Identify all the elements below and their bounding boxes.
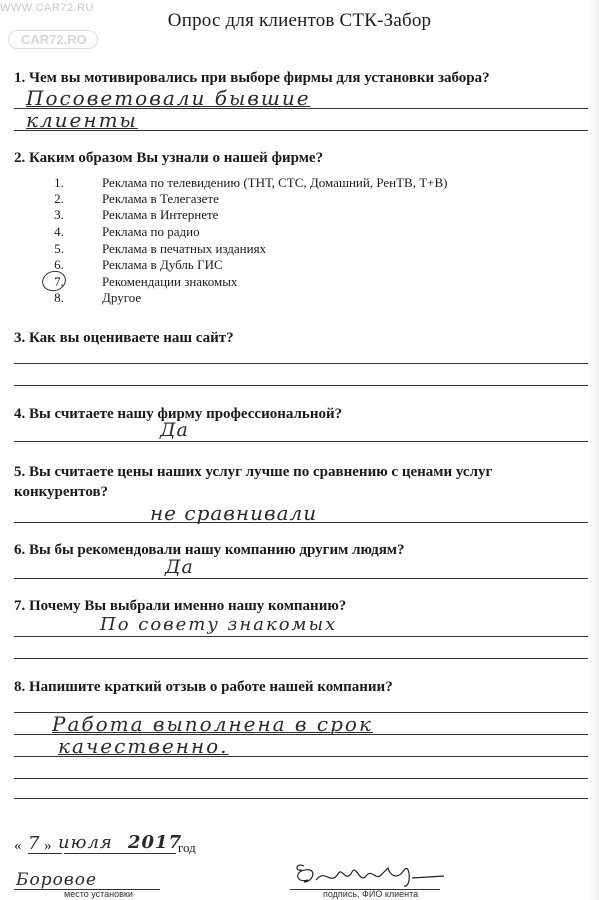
answer-4: Да <box>160 419 189 441</box>
watermark-url: WWW.CAR72.RU <box>0 2 94 14</box>
answer-line <box>14 756 588 757</box>
option-label: Другое <box>102 290 142 305</box>
date-month-line <box>64 853 176 854</box>
option-number: 6. <box>54 257 64 272</box>
answer-line <box>14 385 588 386</box>
date-month: июля <box>58 832 113 853</box>
answer-line <box>14 798 588 799</box>
page-title: Опрос для клиентов СТК-Забор <box>167 10 432 31</box>
answer-8-line2: качественно. <box>58 734 229 758</box>
question-2: 2. Каким образом Вы узнали о нашей фирме? <box>14 150 324 166</box>
question-8: 8. Напишите краткий отзыв о работе нашей компании? <box>14 679 393 695</box>
paper-edge <box>589 0 599 900</box>
place-value: Боровое <box>16 870 98 890</box>
option-label: Реклама по телевидению (ТНТ, СТС, Домашний, РенТВ, Т+В) <box>102 175 448 190</box>
option-number: 3. <box>54 207 64 222</box>
option-number: 2. <box>54 191 64 206</box>
option-number: 4. <box>54 224 64 239</box>
signature-caption: подпись, ФИО клиента <box>323 889 419 899</box>
question-5-line2: конкурентов? <box>14 484 109 500</box>
answer-line <box>14 578 588 579</box>
answer-1-line1: Посоветовали бывшие <box>26 86 311 110</box>
answer-8-line1: Работа выполнена в срок <box>52 712 373 736</box>
answer-5: не сравнивали <box>150 501 318 525</box>
watermark-logo: CAR72.RO <box>8 30 98 49</box>
date-year: 2017 <box>128 832 183 853</box>
date-year-suffix: год <box>178 840 196 855</box>
date-day-line <box>28 853 62 854</box>
answer-7: По совету знакомых <box>100 614 338 635</box>
answer-line <box>14 130 588 131</box>
answer-line <box>14 658 588 659</box>
option-label: Реклама в печатных изданиях <box>102 241 267 256</box>
option-number-selected: 7. <box>54 274 64 289</box>
question-5-line1: 5. Вы считаете цены наших услуг лучше по сравнению с ценами услуг <box>14 464 493 480</box>
answer-line <box>14 778 588 779</box>
question-6: 6. Вы бы рекомендовали нашу компанию другим людям? <box>14 542 405 558</box>
date-close-quote: » <box>44 838 52 854</box>
date-open-quote: « <box>14 838 22 854</box>
option-label: Реклама в Дубль ГИС <box>102 257 223 272</box>
answer-line <box>14 712 588 713</box>
answer-1-line2: клиенты <box>26 108 138 132</box>
answer-line <box>14 441 588 442</box>
answer-line <box>14 734 588 735</box>
option-number: 8. <box>54 290 64 305</box>
option-label: Реклама по радио <box>102 224 200 239</box>
question-7: 7. Почему Вы выбрали именно нашу компанию? <box>14 598 347 614</box>
option-label: Реклама в Телегазете <box>102 191 219 206</box>
option-label: Реклама в Интернете <box>102 207 219 222</box>
question-1: 1. Чем вы мотивировались при выборе фирмы для установки забора? <box>14 70 490 86</box>
place-caption: место установки <box>64 889 133 899</box>
date-day: 7 <box>28 833 41 854</box>
option-number: 1. <box>54 175 64 190</box>
question-4: 4. Вы считаете нашу фирму профессиональной? <box>14 406 343 422</box>
option-label: Рекомендации знакомых <box>102 274 238 289</box>
client-signature <box>286 858 446 892</box>
answer-line <box>14 636 588 637</box>
option-number: 5. <box>54 241 64 256</box>
question-3: 3. Как вы оцениваете наш сайт? <box>14 330 234 346</box>
answer-line <box>14 522 588 523</box>
answer-6: Да <box>165 556 194 578</box>
answer-line <box>14 363 588 364</box>
